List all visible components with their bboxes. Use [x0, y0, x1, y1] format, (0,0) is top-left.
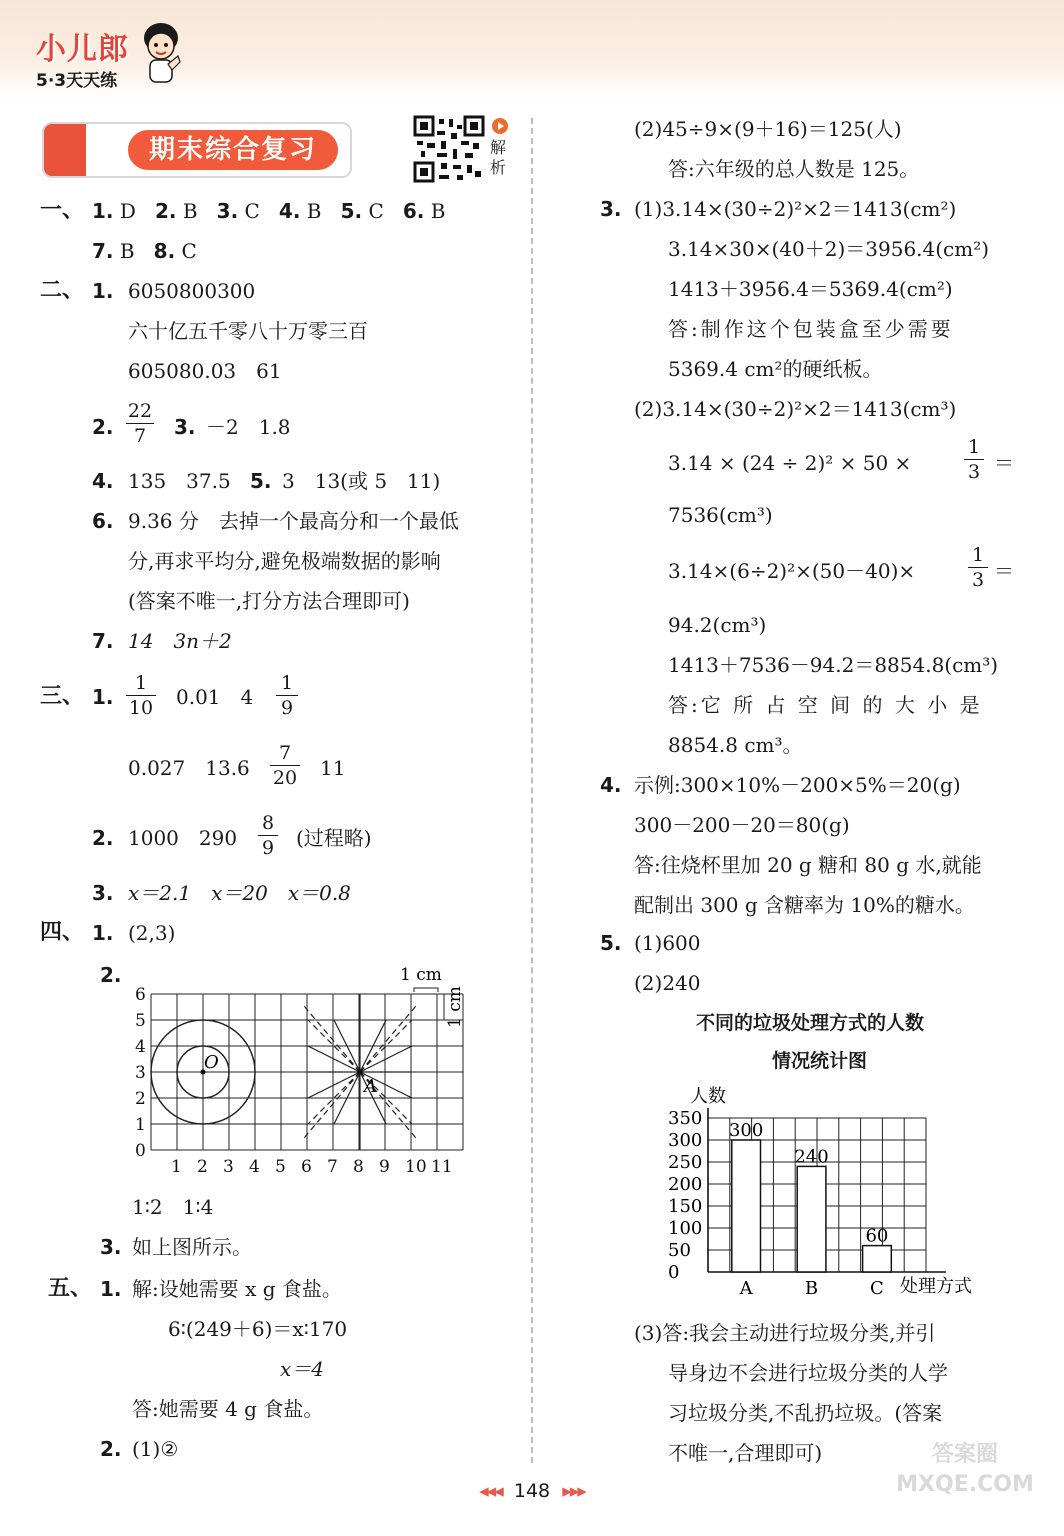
- answer-val: C: [368, 199, 384, 223]
- answer-text: 答:往烧杯里加 20 g 糖和 80 g 水,就能: [634, 853, 982, 877]
- q-number: 1.: [92, 279, 114, 303]
- answer-val: B: [119, 239, 135, 263]
- section-five-number: 五、: [48, 1276, 93, 1301]
- x-tick-label: 3: [223, 1157, 234, 1177]
- chart-xlabel: 处理方式: [900, 1276, 972, 1297]
- answer-text: 答:制作这个包装盒至少需要: [668, 317, 954, 341]
- chart-ylabel: 人数: [690, 1086, 726, 1107]
- x-tick-label: 5: [275, 1157, 286, 1177]
- bar-value-label: 300: [728, 1120, 764, 1141]
- fraction-num: 7: [278, 742, 292, 764]
- x-category-label: C: [870, 1278, 884, 1299]
- mascot-icon: [138, 16, 184, 86]
- y-tick-label: 0: [668, 1262, 680, 1283]
- arrow-left-icon: ◂◂◂: [479, 1480, 502, 1502]
- q-number: 5.: [250, 469, 272, 493]
- y-tick-label: 3: [135, 1063, 146, 1083]
- answer-val: C: [181, 239, 197, 263]
- answer-text: (1)3.14×(30÷2)²×2＝1413(cm²): [634, 197, 957, 221]
- x-tick-label: 8: [353, 1157, 364, 1177]
- fraction-num: 8: [261, 812, 275, 834]
- chart-subtitle: 情况统计图: [772, 1050, 868, 1072]
- label-o: O: [204, 1052, 219, 1073]
- answer-text: 5369.4 cm²的硬纸板。: [668, 357, 883, 381]
- page-number: 148: [513, 1480, 551, 1502]
- answer-text: x＝4: [280, 1357, 325, 1381]
- arrow-right-icon: ▸▸▸: [562, 1480, 585, 1502]
- play-icon[interactable]: [492, 118, 508, 134]
- answer-text: 3 13(或 5 11): [282, 469, 441, 493]
- answer-num: 4.: [278, 199, 301, 223]
- answer-text: 答:她需要 4 g 食盐。: [132, 1397, 324, 1421]
- y-tick-label: 0: [135, 1141, 146, 1161]
- answer-text: (2,3): [128, 921, 176, 945]
- answer-text: (过程略): [296, 826, 372, 850]
- answer-text: 分,再求平均分,避免极端数据的影响: [128, 549, 441, 573]
- x-category-label: A: [739, 1278, 753, 1299]
- answer-val: D: [119, 199, 136, 223]
- q-number: 2.: [92, 415, 114, 439]
- x-tick-label: 10: [405, 1157, 427, 1177]
- q-number: 2.: [100, 963, 122, 987]
- answer-text: 300－200－20＝80(g): [634, 813, 850, 837]
- fraction-den: 10: [128, 697, 154, 719]
- answer-val: B: [430, 199, 446, 223]
- answer-text: 7536(cm³): [668, 503, 773, 527]
- bar: [732, 1140, 761, 1272]
- x-tick-label: 4: [249, 1157, 260, 1177]
- scale-label-h: 1 cm: [400, 965, 442, 985]
- fraction: [968, 544, 988, 591]
- scale-label-v: 1 cm: [445, 986, 465, 1028]
- y-tick-label: 150: [668, 1196, 703, 1217]
- q-number: 1.: [92, 685, 114, 709]
- answer-text: (1)②: [132, 1437, 179, 1461]
- brand-logo: [36, 24, 129, 91]
- y-tick-label: 300: [668, 1130, 703, 1151]
- fraction-num: 1: [134, 672, 148, 694]
- answer-text: (2)45÷9×(9＋16)＝125(人): [634, 117, 902, 141]
- fraction-den: 9: [261, 837, 275, 859]
- answer-text: －2 1.8: [206, 415, 291, 439]
- answer-text: 解:设她需要 x g 食盐。: [132, 1277, 342, 1301]
- answer-text: 导身边不会进行垃圾分类的人学: [668, 1361, 948, 1385]
- section-one-line2: [92, 238, 197, 264]
- scale-bracket-v: [440, 994, 444, 1020]
- x-tick-label: 11: [431, 1157, 453, 1177]
- x-tick-label: 7: [327, 1157, 338, 1177]
- x-tick-label: 2: [197, 1157, 208, 1177]
- q-number: 3.: [600, 197, 622, 221]
- answer-text: 135 37.5: [128, 469, 231, 493]
- fraction-num: 22: [127, 400, 153, 422]
- answer-text: 3.14×30×(40＋2)＝3956.4(cm²): [668, 237, 990, 261]
- answer-text: 答:六年级的总人数是 125。: [668, 157, 920, 181]
- answer-text: 不唯一,合理即可): [668, 1441, 823, 1465]
- q-number: 4.: [600, 773, 622, 797]
- y-tick-label: 6: [135, 985, 146, 1005]
- q-number: 2.: [100, 1437, 122, 1461]
- section-title: 期末综合复习: [128, 130, 338, 170]
- answer-text: 1413＋7536－94.2＝8854.8(cm³): [668, 653, 999, 677]
- q-number: 7.: [92, 629, 114, 653]
- coordinate-grid-figure: [120, 958, 480, 1180]
- y-tick-label: 5: [135, 1011, 146, 1031]
- answer-text: x＝2.1 x＝20 x＝0.8: [128, 881, 351, 905]
- x-tick-label: 6: [301, 1157, 312, 1177]
- fraction-num: 1: [280, 672, 294, 694]
- fraction: [276, 672, 298, 719]
- bar-value-label: 240: [794, 1146, 829, 1168]
- scale-bracket-h: [414, 988, 438, 992]
- answer-text: 答:它 所 占 空 间 的 大 小 是: [668, 693, 983, 717]
- answer-text: 0.027 13.6: [128, 756, 250, 780]
- section-two-number: 二、: [40, 278, 85, 303]
- answer-text: 0.01 4: [176, 685, 254, 709]
- answer-text: 配制出 300 g 含糖率为 10%的糖水。: [634, 893, 975, 917]
- answer-num: 3.: [216, 199, 239, 223]
- y-tick-label: 4: [135, 1037, 146, 1057]
- q-number: 1.: [92, 921, 114, 945]
- fraction-num: 1: [967, 436, 981, 458]
- answer-text: 3.14 × (24 ÷ 2)² × 50 ×: [668, 451, 912, 475]
- watermark-text: 答案圈: [931, 1442, 998, 1467]
- banner-accent: [44, 124, 86, 176]
- answer-text: (答案不唯一,打分方法合理即可): [128, 589, 410, 613]
- answer-text: 94.2(cm³): [668, 613, 767, 637]
- section-three-number: 三、: [40, 684, 85, 709]
- section-four-number: 四、: [40, 920, 85, 945]
- answer-text: 605080.03 61: [128, 359, 282, 383]
- x-tick-label: 1: [171, 1157, 182, 1177]
- answer-text: (3)答:我会主动进行垃圾分类,并引: [634, 1321, 936, 1345]
- q-number: 3.: [100, 1235, 122, 1259]
- answer-text: 3.14×(6÷2)²×(50－40)×: [668, 559, 916, 583]
- q-number: 3.: [92, 881, 114, 905]
- answer-text: 8854.8 cm³。: [668, 733, 803, 757]
- answer-num: 7.: [92, 239, 114, 263]
- answer-text: 六十亿五千零八十万零三百: [128, 319, 368, 343]
- section-one-line1: [92, 198, 445, 224]
- fraction-num: 1: [971, 544, 985, 566]
- answer-text: ＝: [994, 451, 1014, 475]
- answer-num: 2.: [155, 199, 177, 223]
- q-number: 1.: [100, 1277, 122, 1301]
- chart-title: 不同的垃圾处理方式的人数: [696, 1012, 925, 1034]
- answer-text: 1413＋3956.4＝5369.4(cm²): [668, 277, 953, 301]
- fraction-den: 7: [133, 425, 147, 447]
- answer-num: 8.: [153, 239, 176, 263]
- x-tick-label: 9: [379, 1157, 390, 1177]
- fraction: [126, 672, 156, 719]
- y-tick-label: 250: [668, 1152, 703, 1173]
- center-point-a: [357, 1069, 363, 1075]
- y-tick-label: 100: [668, 1218, 703, 1239]
- y-tick-label: 2: [135, 1089, 146, 1109]
- answer-text: 习垃圾分类,不乱扔垃圾。(答案: [668, 1401, 943, 1425]
- answer-num: 1.: [92, 199, 114, 223]
- column-divider: [531, 118, 533, 1463]
- bar: [863, 1246, 892, 1272]
- x-category-label: B: [804, 1278, 819, 1299]
- fraction-den: 9: [280, 697, 294, 719]
- bar-chart: [660, 1076, 1000, 1302]
- y-tick-label: 200: [668, 1174, 703, 1195]
- series-name: 5·3天天练: [36, 71, 118, 91]
- q-number: 5.: [600, 931, 622, 955]
- q-number: 2.: [92, 826, 114, 850]
- q-number: 3.: [174, 415, 196, 439]
- y-tick-label: 350: [668, 1108, 703, 1129]
- answer-num: 5.: [340, 199, 363, 223]
- q-number: 6.: [92, 509, 114, 533]
- y-tick-label: 50: [668, 1240, 691, 1261]
- fraction-den: 3: [967, 461, 981, 483]
- q-number: 4.: [92, 469, 114, 493]
- answer-num: 6.: [402, 199, 425, 223]
- answer-text: 如上图所示。: [132, 1235, 252, 1259]
- answer-val: B: [182, 199, 198, 223]
- section-one-number: 一、: [40, 198, 85, 223]
- brand-name: 小儿郎: [36, 32, 129, 67]
- watermark: [880, 1440, 1050, 1530]
- ratio-answer: 1∶2 1∶4: [132, 1195, 214, 1219]
- answer-text: (1)600: [634, 931, 701, 955]
- answer-text: ＝: [994, 559, 1014, 583]
- answer-text: 9.36 分 去掉一个最高分和一个最低: [128, 509, 459, 533]
- answer-text: (2)240: [634, 971, 701, 995]
- qr-label: 解析: [490, 138, 507, 177]
- y-tick-label: 1: [135, 1115, 146, 1135]
- answer-text: 11: [320, 756, 346, 780]
- fraction-den: 3: [971, 569, 985, 591]
- fraction: [964, 436, 984, 483]
- answer-text: 6∶(249＋6)＝x∶170: [168, 1317, 348, 1341]
- fraction-den: 20: [272, 767, 298, 789]
- answer-val: C: [244, 199, 260, 223]
- bar-value-label: 60: [865, 1225, 889, 1247]
- qr-code-icon[interactable]: [413, 115, 485, 183]
- answer-text: 6050800300: [128, 279, 256, 303]
- fraction: [126, 400, 154, 447]
- answer-text: 1000 290: [128, 826, 238, 850]
- section-banner: [42, 122, 352, 178]
- label-a: A: [364, 1076, 377, 1097]
- bar: [797, 1166, 826, 1272]
- answer-val: B: [306, 199, 322, 223]
- answer-text: 示例:300×10%－200×5%＝20(g): [634, 773, 961, 797]
- answer-text: (2)3.14×(30÷2)²×2＝1413(cm³): [634, 397, 957, 421]
- fraction: [258, 812, 278, 859]
- fraction: [270, 742, 300, 789]
- watermark-url: MXQE.COM: [896, 1472, 1034, 1497]
- answer-text: 14 3n＋2: [128, 629, 232, 653]
